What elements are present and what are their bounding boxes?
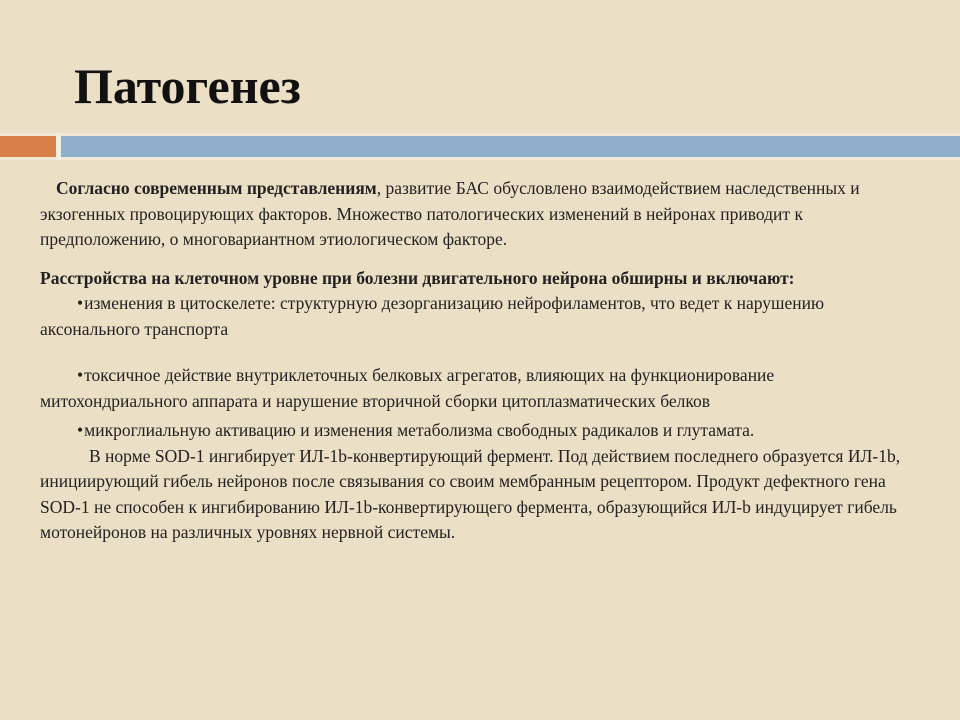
intro-bold-lead: Согласно современным представлениям <box>56 178 377 198</box>
intro-paragraph <box>40 176 920 253</box>
accent-bar-blue <box>61 133 960 160</box>
bullet-text: изменения в цитоскелете: структурную дезорганизацию нейрофиламентов, что ведет к нарушению аксонального транспорта <box>40 293 825 339</box>
bullet-marker: • <box>77 293 84 313</box>
bullet-text: микроглиальную активацию и изменения метаболизма свободных радикалов и глутамата. <box>84 420 755 440</box>
bullet-marker: • <box>77 420 84 440</box>
sod1-paragraph: В норме SOD-1 ингибирует ИЛ-1b-конвертирующий фермент. Под действием последнего образуется ИЛ-1b, инициирующий гибель нейронов после связывания со своим мембранным рецептором. Продукт дефектного гена SOD-1 не способен к ингибированию ИЛ-1b-конвертирующего фермента, образующийся ИЛ-b индуцирует гибель мотонейронов на различных уровнях нервной системы. <box>40 445 901 542</box>
bullet-item-cytoskeleton <box>40 291 920 342</box>
intro-text: , развитие БАС обусловлено взаимодействием наследственных и экзогенных провоцирующих факторов. Множество патологических изменений в нейронах приводит к предположению, о многовариантном этиологическом факторе. <box>40 178 860 249</box>
bullet-marker: • <box>77 365 84 385</box>
slide-title: Патогенез <box>74 58 301 114</box>
cellular-disorders-heading: Расстройства на клеточном уровне при болезни двигательного нейрона обширны и включают: <box>40 267 795 288</box>
accent-bar-orange <box>0 133 56 160</box>
slide-body <box>40 176 920 546</box>
bullet-item-microglia <box>40 418 920 444</box>
bullet-text: токсичное действие внутриклеточных белковых агрегатов, влияющих на функционирование митохондриального аппарата и нарушение вторичной сборки цитоплазматических белков <box>40 365 775 411</box>
bullet-item-aggregates <box>40 363 920 414</box>
